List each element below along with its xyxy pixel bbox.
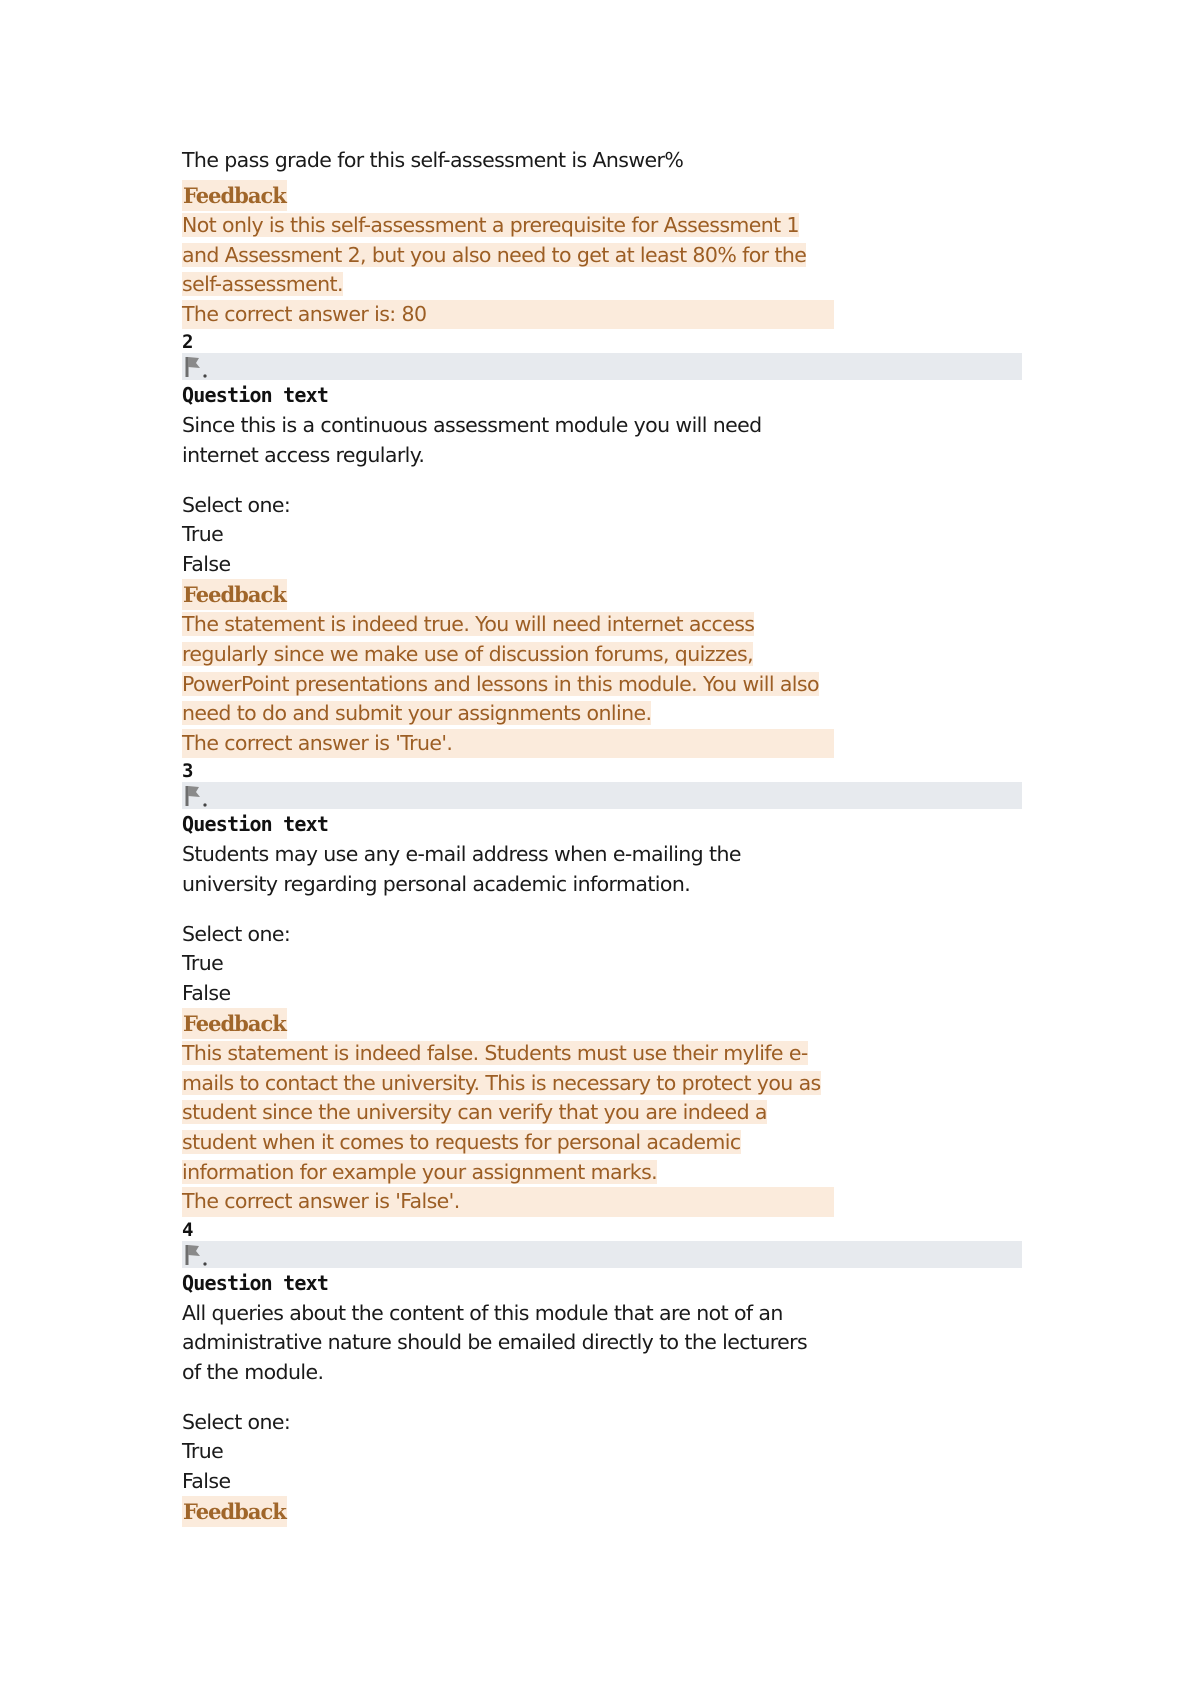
feedback-line: This statement is indeed false. Students must use their mylife e- bbox=[182, 1041, 808, 1066]
feedback-line: student since the university can verify that you are indeed a bbox=[182, 1100, 767, 1125]
select-one-label: Select one: bbox=[182, 1409, 291, 1434]
question-number: 4 bbox=[182, 1218, 194, 1241]
feedback-label: Feedback bbox=[182, 180, 287, 211]
correct-answer: The correct answer is: 80 bbox=[182, 300, 834, 330]
flag-question-bar[interactable] bbox=[182, 782, 1022, 809]
option-true[interactable]: True bbox=[182, 1439, 224, 1464]
option-false[interactable]: False bbox=[182, 1468, 231, 1493]
flag-question-bar[interactable] bbox=[182, 1241, 1022, 1268]
flag-question-bar[interactable] bbox=[182, 353, 1022, 380]
flag-icon[interactable] bbox=[184, 784, 210, 808]
question-text-line: administrative nature should be emailed directly to the lecturers bbox=[182, 1330, 808, 1355]
question-text-line: Since this is a continuous assessment module you will need bbox=[182, 413, 762, 438]
select-one-label: Select one: bbox=[182, 921, 291, 946]
question-text-line: internet access regularly. bbox=[182, 442, 425, 467]
question-1-feedback-section bbox=[182, 180, 1022, 1527]
feedback-line: PowerPoint presentations and lessons in this module. You will also bbox=[182, 671, 819, 696]
feedback-label: Feedback bbox=[182, 1496, 287, 1527]
feedback-line: self-assessment. bbox=[182, 272, 343, 297]
feedback-line: regularly since we make use of discussion forums, quizzes, bbox=[182, 641, 754, 666]
flag-icon[interactable] bbox=[184, 1243, 210, 1267]
feedback-line: and Assessment 2, but you also need to get at least 80% for the bbox=[182, 242, 807, 267]
feedback-line: need to do and submit your assignments online. bbox=[182, 701, 652, 726]
correct-answer: The correct answer is 'False'. bbox=[182, 1187, 834, 1217]
pass-grade-text: The pass grade for this self-assessment is Answer% bbox=[182, 148, 684, 172]
question-text-line: Students may use any e-mail address when e-mailing the bbox=[182, 842, 741, 867]
question-text-label: Question text bbox=[182, 383, 329, 408]
feedback-line: information for example your assignment marks. bbox=[182, 1159, 658, 1184]
question-number: 2 bbox=[182, 331, 194, 354]
feedback-line: student when it comes to requests for personal academic bbox=[182, 1130, 741, 1155]
select-one-label: Select one: bbox=[182, 492, 291, 517]
question-text-label: Question text bbox=[182, 812, 329, 837]
question-text-label: Question text bbox=[182, 1270, 329, 1295]
option-false[interactable]: False bbox=[182, 980, 231, 1005]
option-false[interactable]: False bbox=[182, 551, 231, 576]
question-number: 3 bbox=[182, 760, 194, 783]
flag-icon[interactable] bbox=[184, 355, 210, 379]
feedback-label: Feedback bbox=[182, 579, 287, 610]
feedback-label: Feedback bbox=[182, 1008, 287, 1039]
question-text-line: All queries about the content of this module that are not of an bbox=[182, 1300, 783, 1325]
question-text-line: of the module. bbox=[182, 1360, 324, 1385]
option-true[interactable]: True bbox=[182, 522, 224, 547]
option-true[interactable]: True bbox=[182, 951, 224, 976]
feedback-line: mails to contact the university. This is necessary to protect you as bbox=[182, 1070, 821, 1095]
feedback-line: The statement is indeed true. You will need internet access bbox=[182, 612, 755, 637]
question-text-line: university regarding personal academic information. bbox=[182, 871, 691, 896]
correct-answer: The correct answer is 'True'. bbox=[182, 729, 834, 759]
feedback-line: Not only is this self-assessment a prerequisite for Assessment 1 bbox=[182, 213, 799, 237]
